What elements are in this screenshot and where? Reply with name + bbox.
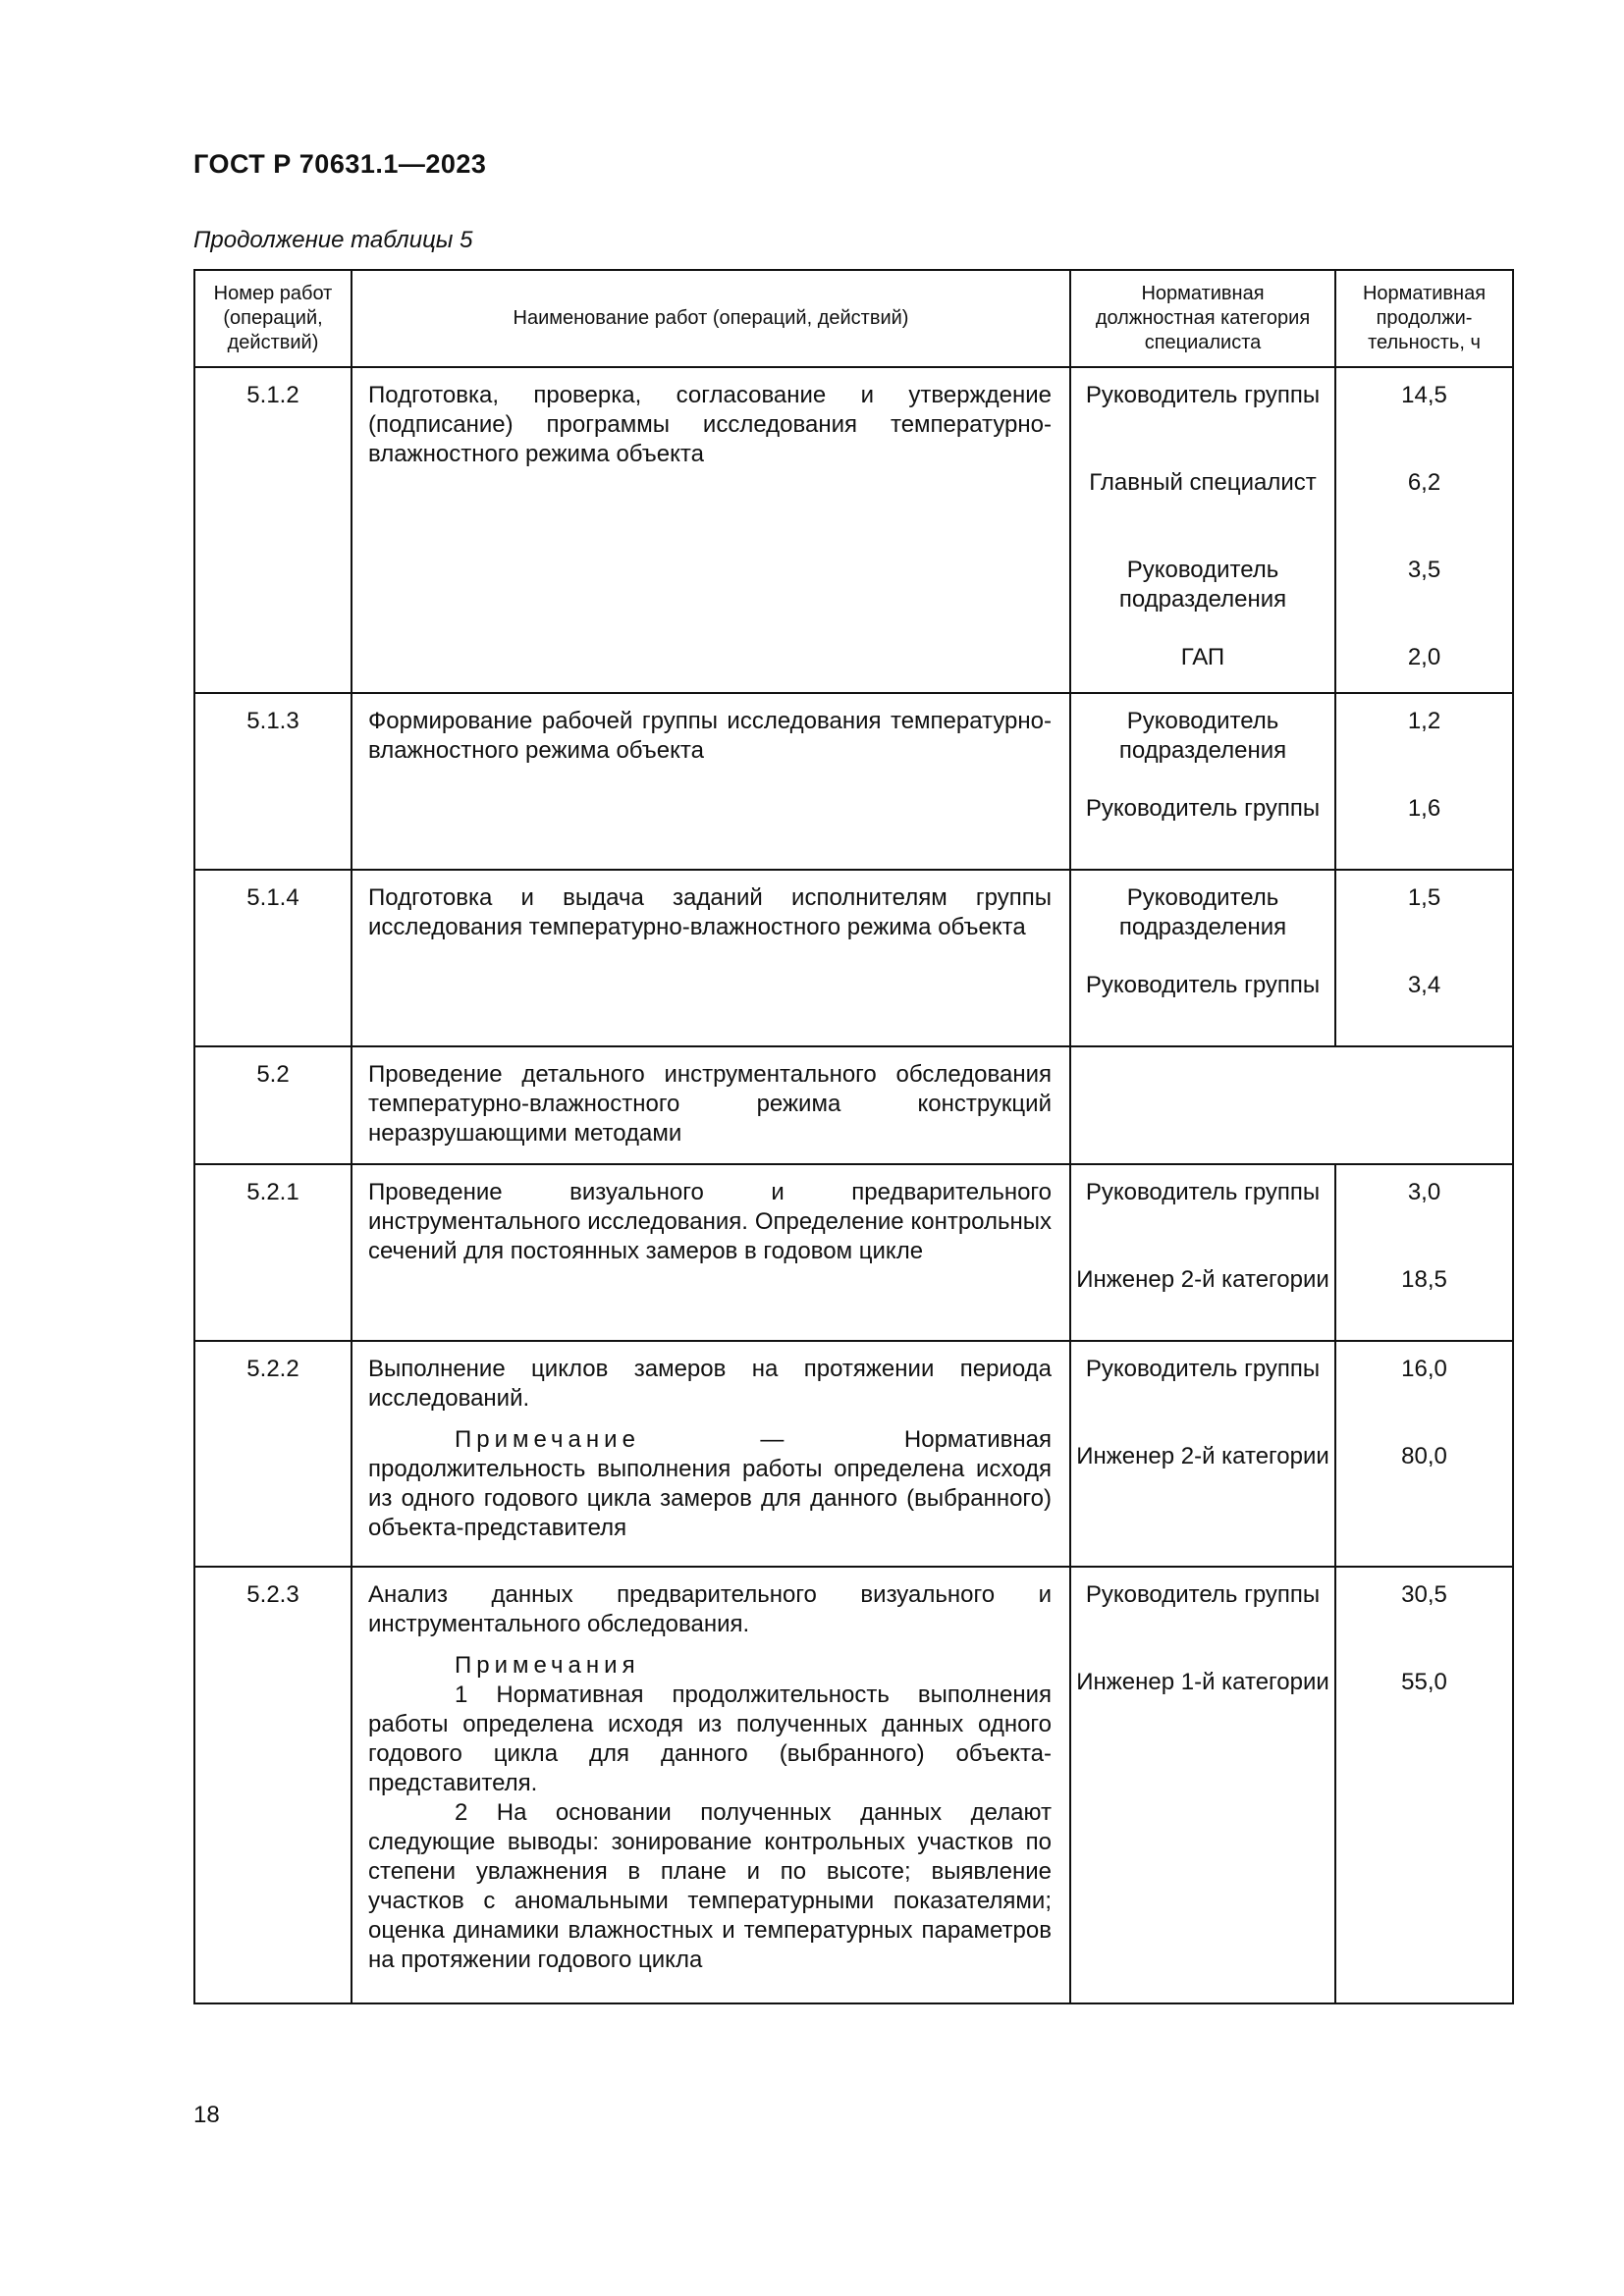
specialist-category: Руководитель группы	[1085, 795, 1321, 822]
duration-value: 2,0	[1407, 644, 1441, 670]
duration-value: 30,5	[1401, 1581, 1447, 1608]
work-name: Формирование рабочей группы исследования температурно-влажностного режима объекта	[352, 693, 1070, 870]
specialist-category: Руководитель группы	[1085, 1179, 1321, 1205]
table-row	[194, 1567, 1513, 2003]
work-notes-title: Примечания	[455, 1652, 640, 1679]
work-norms-table	[193, 269, 1514, 2004]
table-continuation-caption: Продолжение таблицы 5	[193, 227, 473, 253]
work-name: Выполнение циклов замеров на протяжении периода исследований. Примечание — Нормативная продолжительность выполнения работы определена исходя из одного годового цикла замеров для данного (выбранного) объекта-представителя	[352, 1341, 1070, 1567]
column-header-name: Наименование работ (операций, действий)	[352, 270, 1070, 367]
specialist-category-cell	[1070, 1341, 1335, 1567]
column-header-category: Нормативная должностная категория специалиста	[1070, 270, 1335, 367]
specialist-category: Руководитель группы	[1085, 972, 1321, 998]
duration-cell	[1335, 1567, 1513, 2003]
specialist-category-cell	[1070, 870, 1335, 1046]
empty-merged-cell	[1070, 1046, 1513, 1164]
work-number: 5.2.2	[194, 1341, 352, 1567]
duration-value: 16,0	[1401, 1356, 1447, 1382]
duration-cell	[1335, 870, 1513, 1046]
specialist-category: Руководитель подразделения	[1118, 708, 1287, 764]
work-number: 5.2	[194, 1046, 352, 1164]
table-row	[194, 870, 1513, 1046]
work-note: Примечание — Нормативная продолжительность выполнения работы определена исходя из одного годового цикла замеров для данного (выбранного) объекта-представителя	[368, 1426, 1052, 1541]
table-row	[194, 693, 1513, 870]
table-row	[194, 1164, 1513, 1341]
duration-value: 55,0	[1401, 1669, 1447, 1695]
specialist-category: Руководитель подразделения	[1118, 884, 1287, 940]
specialist-category: Главный специалист	[1089, 469, 1317, 496]
duration-cell	[1335, 367, 1513, 693]
duration-value: 18,5	[1401, 1266, 1447, 1293]
table-row	[194, 367, 1513, 693]
specialist-category-cell	[1070, 367, 1335, 693]
specialist-category-cell	[1070, 1567, 1335, 2003]
table-row	[194, 1046, 1513, 1164]
specialist-category: Руководитель подразделения	[1118, 557, 1287, 613]
specialist-category: Руководитель группы	[1085, 1356, 1321, 1382]
work-name: Подготовка, проверка, согласование и утверждение (подписание) программы исследования температурно-влажностного режима объекта	[352, 367, 1070, 693]
work-number: 5.1.4	[194, 870, 352, 1046]
work-number: 5.2.1	[194, 1164, 352, 1341]
work-number: 5.1.3	[194, 693, 352, 870]
specialist-category: Инженер 2-й категории	[1076, 1266, 1329, 1293]
duration-value: 6,2	[1407, 469, 1441, 496]
duration-cell	[1335, 693, 1513, 870]
work-number: 5.2.3	[194, 1567, 352, 2003]
specialist-category-cell	[1070, 693, 1335, 870]
work-note: 2 На основании полученных данных делают следующие выводы: зонирование контрольных участков по степени увлажнения в плане и по высоте; выявление участков с аномальными температурными показателями; оценка динамики влажностных и температурных параметров на протяжении годового цикла	[368, 1799, 1052, 1973]
specialist-category: Инженер 1-й категории	[1076, 1669, 1329, 1695]
duration-value: 3,0	[1407, 1179, 1441, 1205]
duration-value: 14,5	[1401, 382, 1447, 408]
specialist-category: Руководитель группы	[1085, 382, 1321, 408]
work-name: Анализ данных предварительного визуального и инструментального обследования. Примечания 1 Нормативная продолжительность выполнения работы определена исходя из полученных данных одного годового цикла для данного (выбранного) объекта-представителя. 2 На основании полученных данных делают следующие выводы: зонирование контрольных участков по степени увлажнения в плане и по высоте; выявление участков с аномальными температурными показателями; оценка динамики влажностных и температурных параметров на протяжении годового цикла	[352, 1567, 1070, 2003]
document-code: ГОСТ Р 70631.1—2023	[193, 149, 487, 179]
table-row	[194, 1341, 1513, 1567]
specialist-category: Инженер 2-й категории	[1076, 1443, 1329, 1469]
page-number: 18	[193, 2102, 220, 2128]
work-number: 5.1.2	[194, 367, 352, 693]
column-header-duration: Нормативная продолжи-тельность, ч	[1335, 270, 1513, 367]
specialist-category-cell	[1070, 1164, 1335, 1341]
duration-value: 3,4	[1407, 972, 1441, 998]
work-name: Проведение детального инструментального обследования температурно-влажностного режима конструкций неразрушающими методами	[352, 1046, 1070, 1164]
duration-value: 80,0	[1401, 1443, 1447, 1469]
work-note: 1 Нормативная продолжительность выполнения работы определена исходя из полученных данных одного годового цикла для данного (выбранного) объекта-представителя.	[368, 1682, 1052, 1796]
work-name: Подготовка и выдача заданий исполнителям группы исследования температурно-влажностного режима объекта	[352, 870, 1070, 1046]
duration-cell	[1335, 1164, 1513, 1341]
work-name: Проведение визуального и предварительного инструментального исследования. Определение контрольных сечений для постоянных замеров в годовом цикле	[352, 1164, 1070, 1341]
duration-value: 1,2	[1407, 708, 1441, 734]
duration-cell	[1335, 1341, 1513, 1567]
duration-value: 1,5	[1407, 884, 1441, 911]
duration-value: 1,6	[1407, 795, 1441, 822]
specialist-category: Руководитель группы	[1085, 1581, 1321, 1608]
column-header-number: Номер работ (операций, действий)	[194, 270, 352, 367]
specialist-category: ГАП	[1180, 644, 1225, 670]
duration-value: 3,5	[1407, 557, 1441, 583]
table-header-row	[194, 270, 1513, 367]
